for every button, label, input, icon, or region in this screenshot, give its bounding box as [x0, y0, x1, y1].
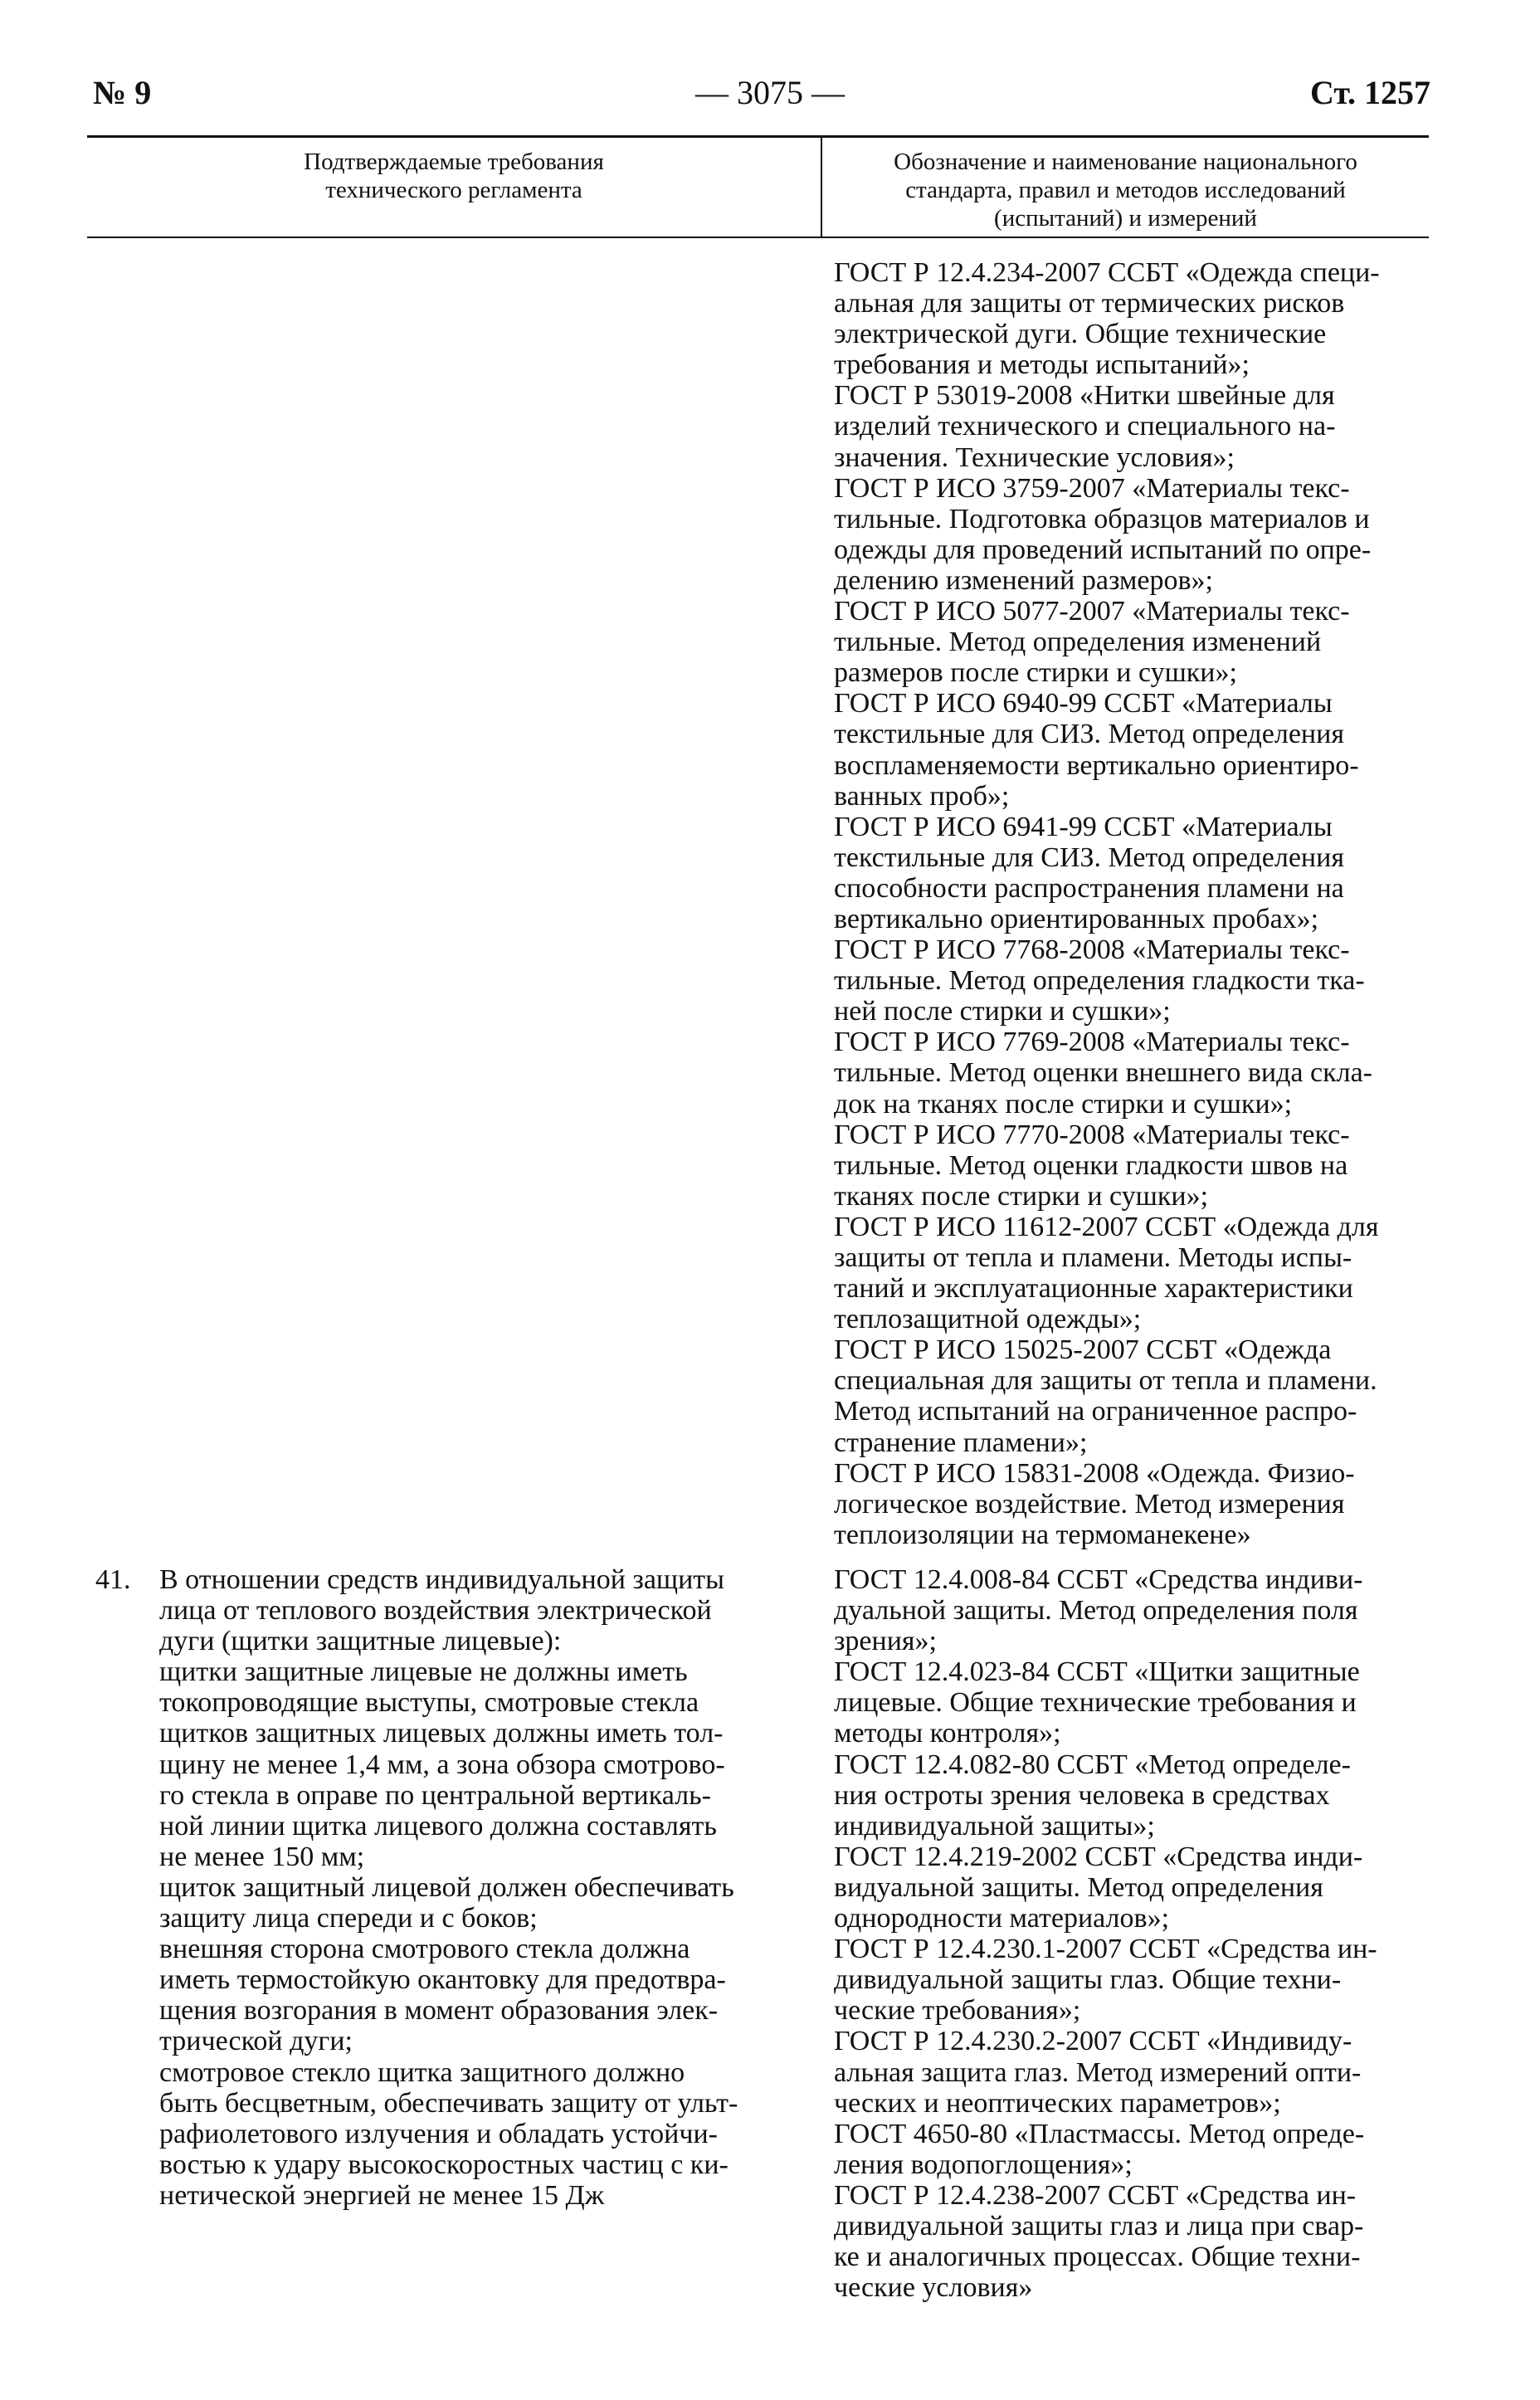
text-line: видуальной защиты. Метод определения: [834, 1871, 1323, 1903]
text-line: ГОСТ Р 12.4.238-2007 ССБТ «Средства ин-: [834, 2179, 1357, 2211]
text-line: ГОСТ 4650-80 «Пластмассы. Метод опреде-: [834, 2118, 1365, 2149]
text-line: специальная для защиты от тепла и пламени.: [834, 1365, 1377, 1397]
column-header-line: стандарта, правил и методов исследований: [905, 177, 1346, 203]
requirements-text-row-41: [159, 1564, 801, 2211]
text-line: зрения»;: [834, 1626, 937, 1657]
text-line: В отношении средств индивидуальной защиты: [159, 1564, 725, 1595]
text-line: ГОСТ Р 12.4.234-2007 ССБТ «Одежда специ-: [834, 257, 1380, 288]
text-line: ГОСТ Р ИСО 3759-2007 «Материалы текс-: [834, 472, 1350, 504]
page-number: — 3075 —: [695, 74, 845, 111]
text-line: дуги (щитки защитные лицевые):: [159, 1626, 562, 1657]
text-line: ке и аналогичных процессах. Общие техни-: [834, 2241, 1361, 2273]
text-line: ГОСТ 12.4.023-84 ССБТ «Щитки защитные: [834, 1656, 1360, 1688]
text-line: востью к удару высокоскоростных частиц с ки-: [159, 2149, 729, 2180]
text-line: ГОСТ Р ИСО 15025-2007 ССБТ «Одежда: [834, 1334, 1332, 1366]
column-header-line: Обозначение и наименование национального: [894, 149, 1357, 175]
text-line: не менее 150 мм;: [159, 1841, 365, 1872]
text-line: текстильные для СИЗ. Метод определения: [834, 719, 1344, 750]
text-line: ческие условия»: [834, 2272, 1033, 2304]
text-line: ческие требования»;: [834, 1995, 1081, 2027]
table-header-rule: [87, 237, 1429, 238]
text-line: лицевые. Общие технические требования и: [834, 1687, 1357, 1719]
text-line: изделий технического и специального на-: [834, 411, 1336, 442]
text-line: ческих и неоптических параметров»;: [834, 2087, 1281, 2119]
column-header-line: технического регламента: [325, 177, 582, 203]
column-header-line: (испытаний) и измерений: [994, 205, 1257, 232]
text-line: одежды для проведений испытаний по опре-: [834, 534, 1372, 565]
text-line: Метод испытаний на ограниченное распро-: [834, 1396, 1357, 1427]
text-line: защиты от тепла и пламени. Методы испы-: [834, 1242, 1352, 1273]
text-line: лица от теплового воздействия электрической: [159, 1595, 712, 1627]
text-line: ГОСТ Р ИСО 7768-2008 «Материалы текс-: [834, 934, 1350, 966]
text-line: ГОСТ 12.4.082-80 ССБТ «Метод определе-: [834, 1749, 1351, 1780]
standards-list-row-40: [834, 257, 1431, 1550]
column-header-requirements: [87, 148, 821, 204]
text-line: ления водопоглощения»;: [834, 2149, 1133, 2180]
text-line: тканях после стирки и сушки»;: [834, 1180, 1209, 1212]
text-line: тильные. Метод определения изменений: [834, 627, 1322, 658]
text-line: требования и методы испытаний»;: [834, 349, 1250, 381]
text-line: нетической энергией не менее 15 Дж: [159, 2179, 605, 2211]
text-line: способности распространения пламени на: [834, 872, 1344, 904]
text-line: ГОСТ Р ИСО 7770-2008 «Материалы текс-: [834, 1119, 1350, 1150]
column-header-line: Подтверждаемые требования: [304, 149, 604, 175]
text-line: рафиолетового излучения и обладать устойчи-: [159, 2118, 718, 2149]
text-line: щения возгорания в момент образования элек-: [159, 1995, 719, 2027]
text-line: ГОСТ Р 53019-2008 «Нитки швейные для: [834, 380, 1335, 412]
text-line: ГОСТ Р ИСО 5077-2007 «Материалы текс-: [834, 596, 1350, 627]
text-line: го стекла в оправе по центральной вертикаль-: [159, 1779, 711, 1811]
text-line: тильные. Метод определения гладкости тка-: [834, 965, 1365, 997]
text-line: логическое воздействие. Метод измерения: [834, 1488, 1345, 1520]
text-line: однородности материалов»;: [834, 1903, 1170, 1934]
text-line: ГОСТ Р 12.4.230.2-2007 ССБТ «Индивиду-: [834, 2026, 1352, 2057]
text-line: альная защита глаз. Метод измерений опти-: [834, 2056, 1362, 2088]
text-line: ГОСТ Р 12.4.230.1-2007 ССБТ «Средства ин-: [834, 1934, 1377, 1965]
text-line: док на тканях после стирки и сушки»;: [834, 1088, 1293, 1120]
text-line: методы контроля»;: [834, 1718, 1061, 1749]
text-line: вертикально ориентированных пробах»;: [834, 903, 1319, 934]
text-line: внешняя сторона смотрового стекла должна: [159, 1934, 690, 1965]
row-number: 41.: [95, 1564, 131, 1595]
text-line: щину не менее 1,4 мм, а зона обзора смотрово-: [159, 1749, 725, 1780]
text-line: ГОСТ 12.4.219-2002 ССБТ «Средства инди-: [834, 1841, 1363, 1872]
text-line: ГОСТ Р ИСО 7769-2008 «Материалы текс-: [834, 1027, 1350, 1058]
text-line: ванных проб»;: [834, 780, 1010, 812]
text-line: ной линии щитка лицевого должна составлять: [159, 1810, 717, 1841]
text-line: дивидуальной защиты глаз. Общие техни-: [834, 1964, 1342, 1996]
text-line: ГОСТ Р ИСО 6941-99 ССБТ «Материалы: [834, 811, 1333, 842]
issue-number: № 9: [93, 74, 152, 111]
text-line: значения. Технические условия»;: [834, 441, 1235, 473]
text-line: тильные. Подготовка образцов материалов и: [834, 503, 1370, 534]
text-line: ней после стирки и сушки»;: [834, 996, 1171, 1027]
text-line: теплозащитной одежды»;: [834, 1304, 1142, 1335]
text-line: текстильные для СИЗ. Метод определения: [834, 841, 1344, 873]
text-line: ГОСТ 12.4.008-84 ССБТ «Средства индиви-: [834, 1564, 1363, 1595]
text-line: делению изменений размеров»;: [834, 564, 1214, 596]
standards-list-row-41: [834, 1564, 1431, 2303]
text-line: тильные. Метод оценки внешнего вида скла-: [834, 1057, 1372, 1089]
text-line: дивидуальной защиты глаз и лица при свар-: [834, 2210, 1364, 2241]
text-line: быть бесцветным, обеспечивать защиту от ульт-: [159, 2087, 738, 2119]
text-line: альная для защиты от термических рисков: [834, 288, 1345, 320]
text-line: ния остроты зрения человека в средствах: [834, 1779, 1330, 1811]
article-number: Ст. 1257: [1310, 74, 1430, 111]
text-line: дуальной защиты. Метод определения поля: [834, 1595, 1358, 1627]
table-top-rule: [87, 135, 1429, 138]
text-line: токопроводящие выступы, смотровые стекла: [159, 1687, 699, 1719]
text-line: щитков защитных лицевых должны иметь тол-: [159, 1718, 724, 1749]
page-header: [0, 0, 1540, 116]
text-line: ГОСТ Р ИСО 6940-99 ССБТ «Материалы: [834, 688, 1333, 720]
text-line: таний и эксплуатационные характеристики: [834, 1273, 1353, 1305]
column-header-standards: [822, 148, 1429, 232]
text-line: иметь термостойкую окантовку для предотвра-: [159, 1964, 726, 1996]
text-line: воспламеняемости вертикально ориентиро-: [834, 749, 1359, 781]
text-line: щитки защитные лицевые не должны иметь: [159, 1656, 688, 1688]
text-line: индивидуальной защиты»;: [834, 1810, 1155, 1841]
text-line: электрической дуги. Общие технические: [834, 319, 1327, 350]
text-line: теплоизоляции на термоманекене»: [834, 1519, 1251, 1550]
text-line: трической дуги;: [159, 2026, 353, 2057]
text-line: щиток защитный лицевой должен обеспечивать: [159, 1871, 734, 1903]
text-line: тильные. Метод оценки гладкости швов на: [834, 1149, 1348, 1181]
text-line: защиту лица спереди и с боков;: [159, 1903, 538, 1934]
text-line: ГОСТ Р ИСО 15831-2008 «Одежда. Физио-: [834, 1457, 1355, 1489]
text-line: размеров после стирки и сушки»;: [834, 657, 1237, 689]
text-line: смотровое стекло щитка защитного должно: [159, 2056, 685, 2088]
text-line: странение пламени»;: [834, 1427, 1088, 1458]
text-line: ГОСТ Р ИСО 11612-2007 ССБТ «Одежда для: [834, 1211, 1379, 1242]
